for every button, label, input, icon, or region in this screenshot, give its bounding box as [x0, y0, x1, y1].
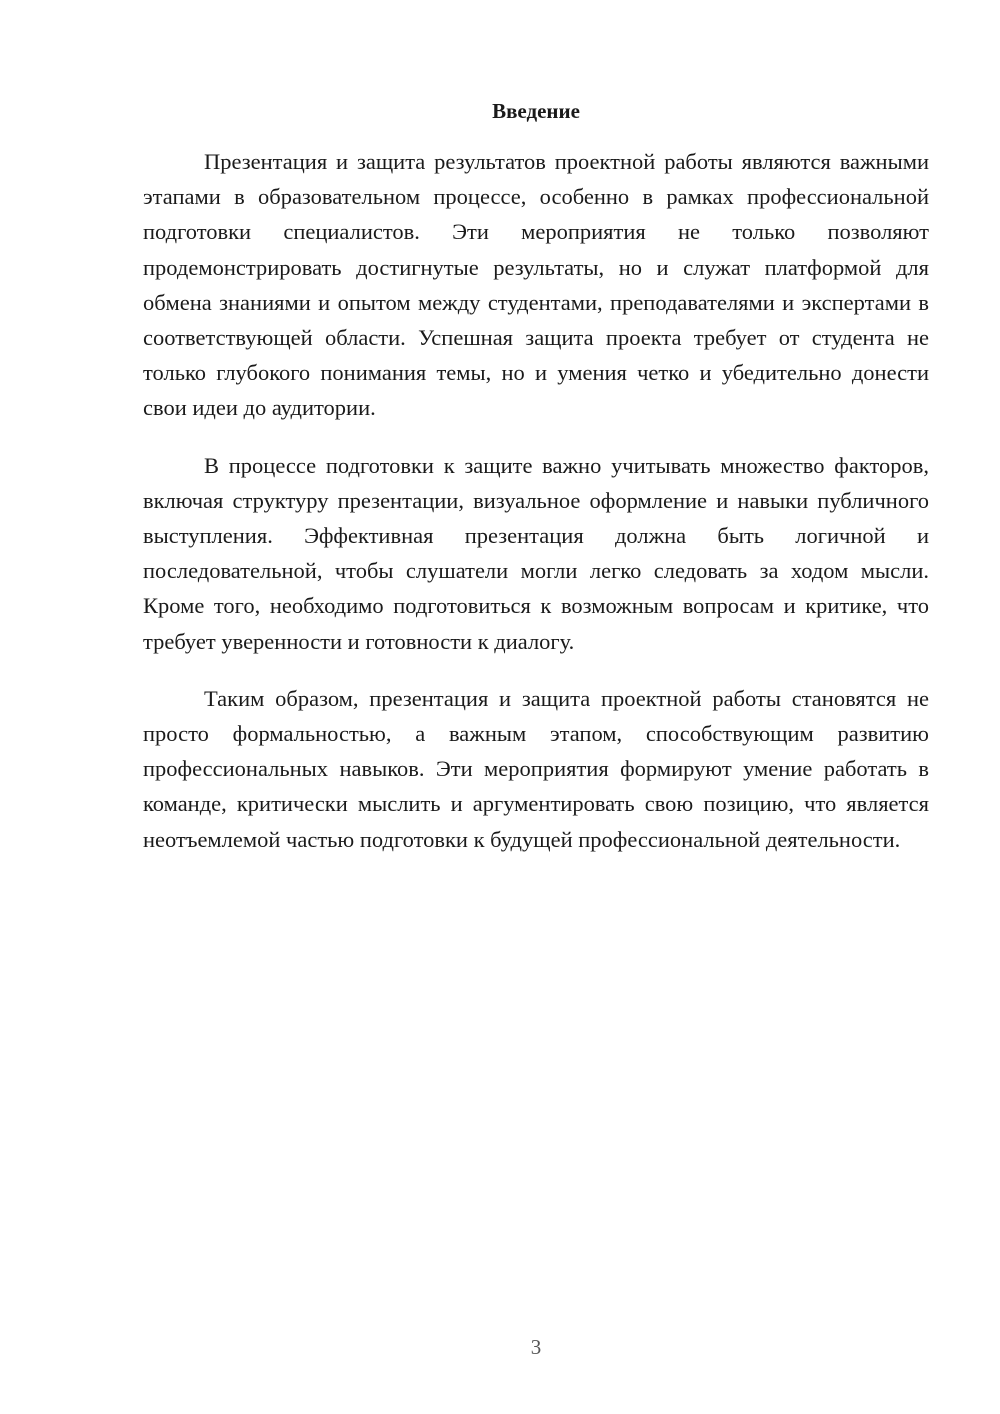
paragraph-1: Презентация и защита результатов проектной работы являются важными этапами в образовательном процессе, особенно в рамках профессиональной подготовки специалистов. Эти мероприятия не только позволяют продемонстрировать достигнутые результаты, но и служат платформой для обмена знаниями и опытом между студентами, преподавателями и экспертами в соответствующей области. Успешная защита проекта требует от студента не только глубокого понимания темы, но и умения четко и убедительно донести свои идеи до аудитории. [143, 149, 929, 421]
paragraph-3: Таким образом, презентация и защита проектной работы становятся не просто формальностью, а важным этапом, способствующим развитию профессиональных навыков. Эти мероприятия формируют умение работать в команде, критически мыслить и аргументировать свою позицию, что является неотъемлемой частью подготовки к будущей профессиональной деятельности. [143, 685, 929, 852]
document-body [143, 144, 929, 879]
page-number: 3 [530, 1335, 542, 1359]
page-title: Введение [492, 99, 580, 123]
paragraph-2: В процессе подготовки к защите важно учитывать множество факторов, включая структуру презентации, визуальное оформление и навыки публичного выступления. Эффективная презентация должна быть логичной и последовательной, чтобы слушатели могли легко следовать за ходом мысли. Кроме того, необходимо подготовиться к возможным вопросам и критике, что требует уверенности и готовности к диалогу. [143, 452, 929, 654]
